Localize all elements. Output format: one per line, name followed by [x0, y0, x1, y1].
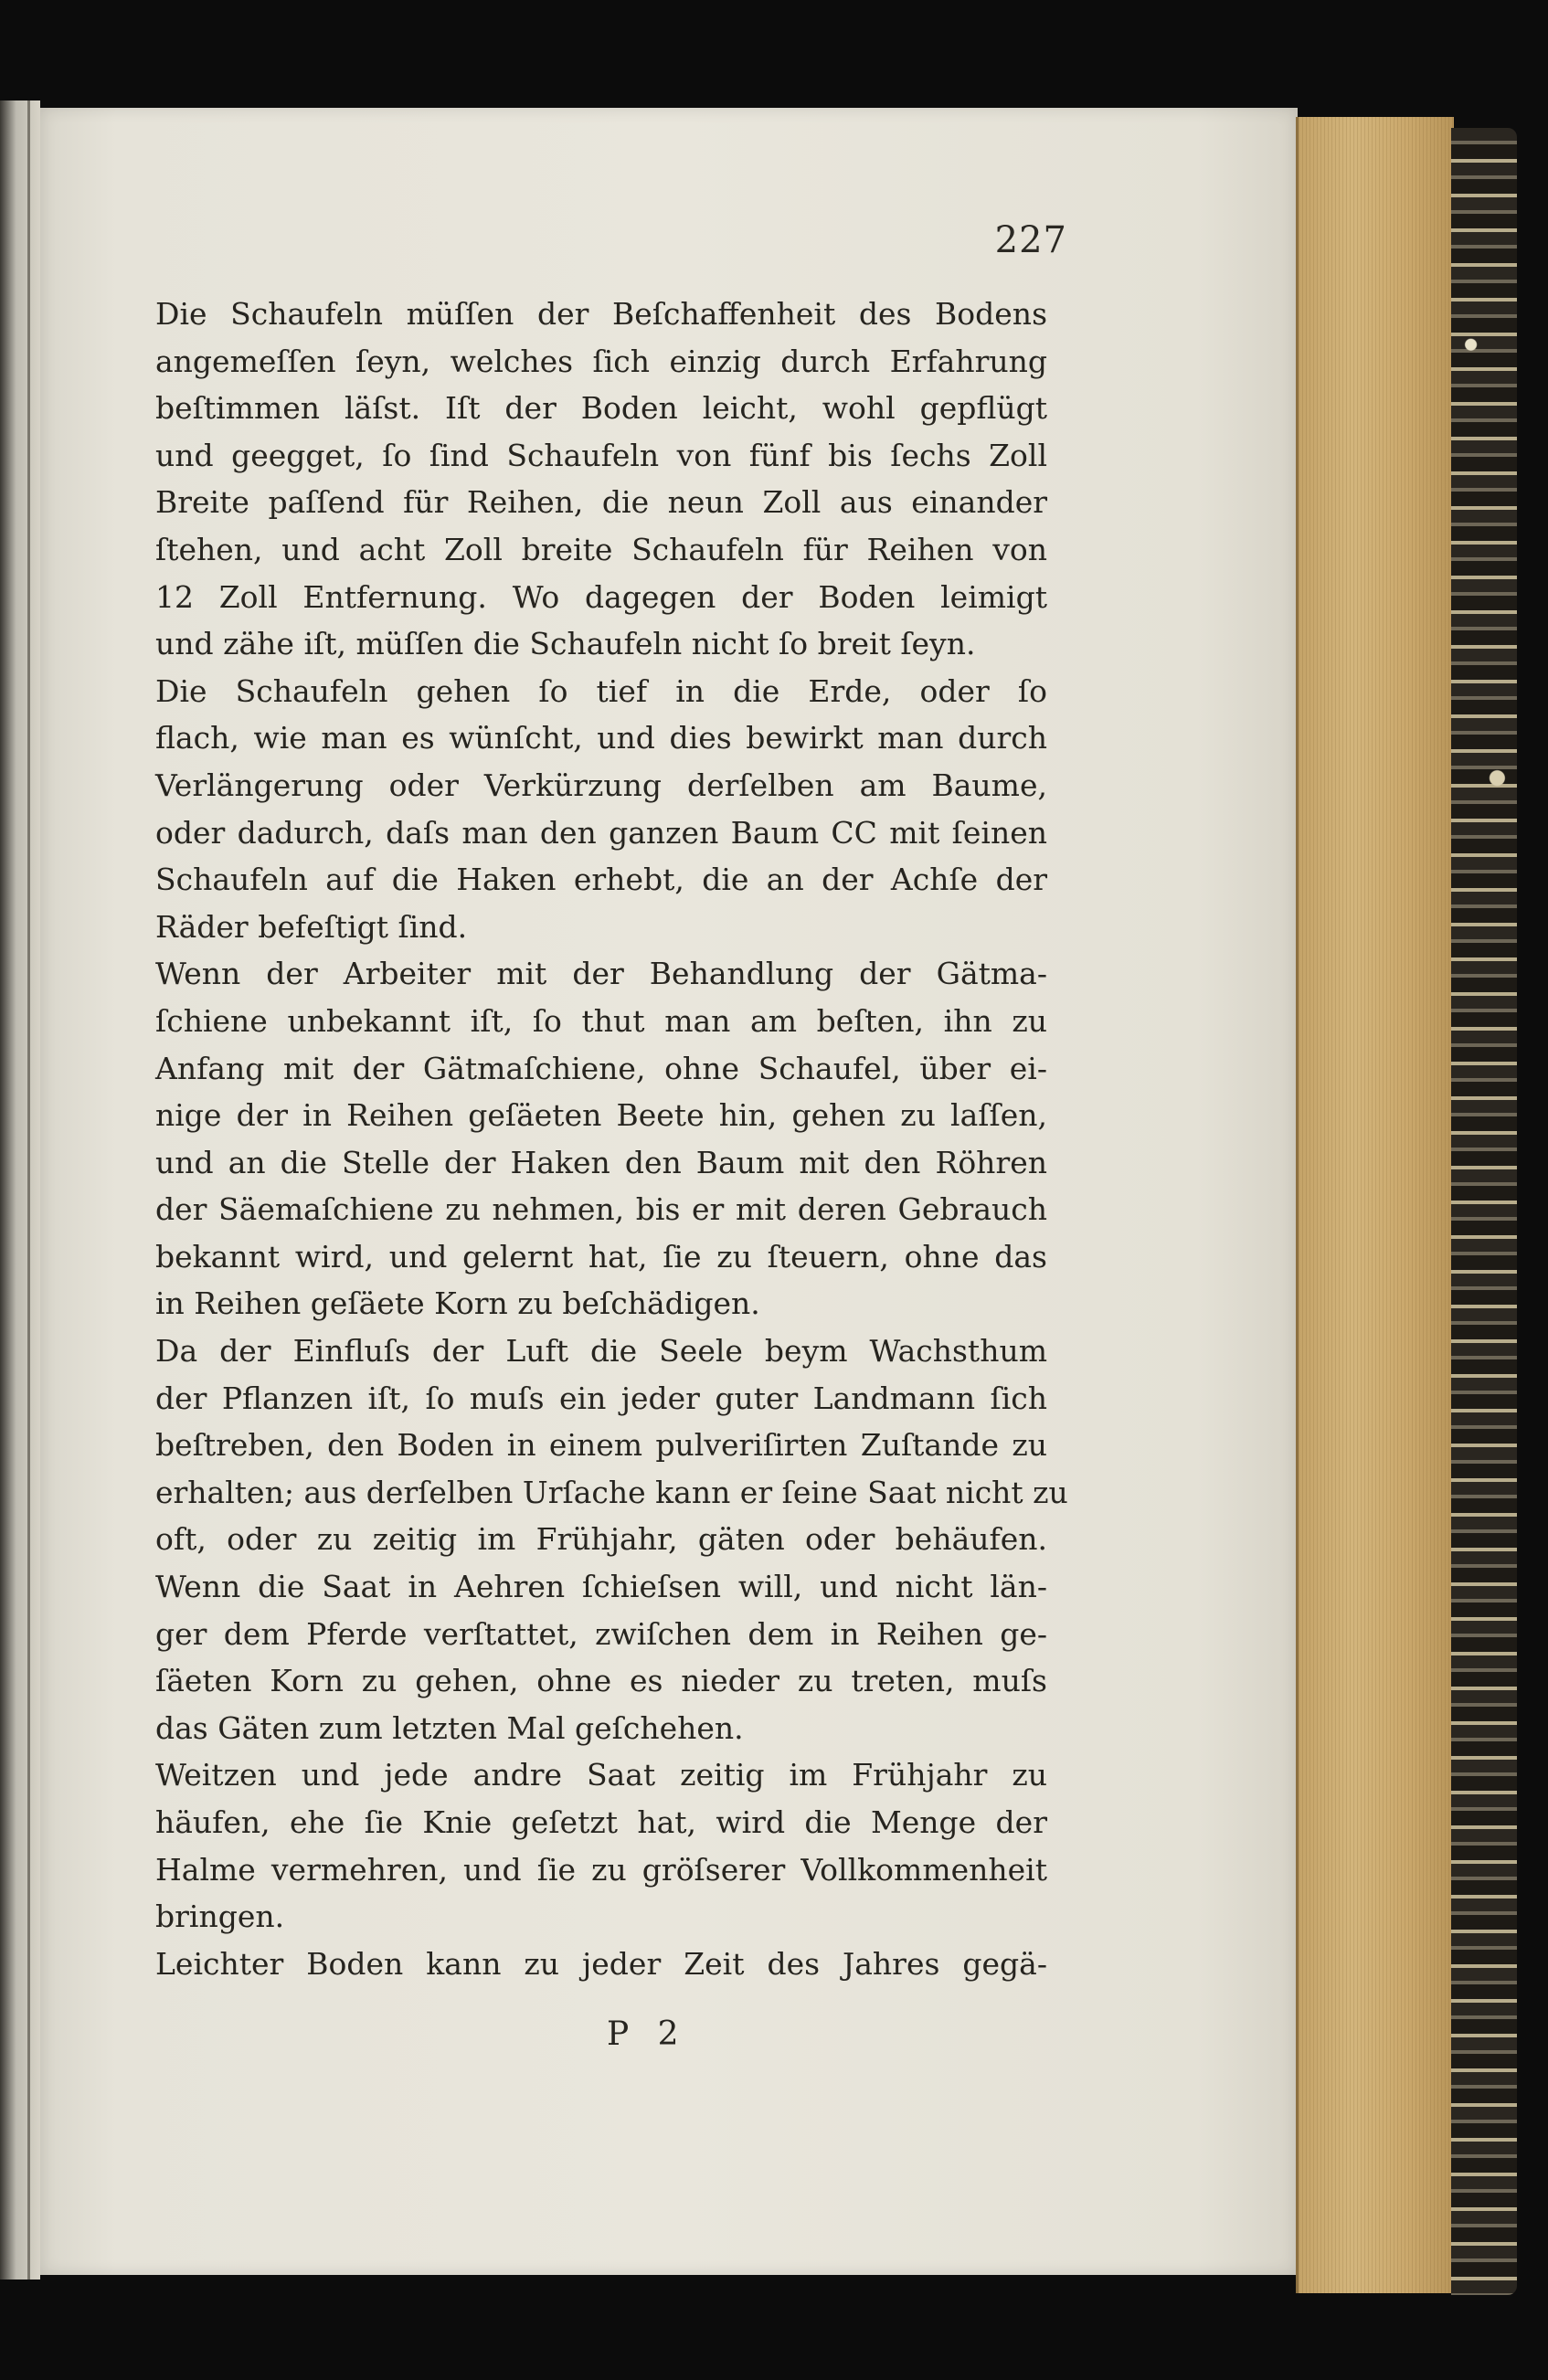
paragraph-3 [79, 950, 1047, 1328]
text-line: Die Schaufeln müſſen der Beſchaffenheit des Bodens [155, 296, 1047, 332]
text-line: nige der in Reihen geſäeten Beete hin, gehen zu laſſen, [155, 1097, 1047, 1134]
text-line: oder dadurch, daſs man den ganzen Baum CC mit ſeinen [155, 814, 1047, 851]
text-line: Leichter Boden kann zu jeder Zeit des Jahres gegä- [155, 1945, 1047, 1982]
text-line: ſäeten Korn zu gehen, ohne es nieder zu treten, muſs [155, 1663, 1047, 1699]
paragraph-5 [79, 1751, 1047, 1940]
text-line: und geegget, ſo ſind Schaufeln von fünf bis ſechs Zoll [155, 437, 1047, 473]
text-line: ger dem Pferde verſtattet, zwiſchen dem in Reihen ge- [155, 1615, 1047, 1652]
paragraph-1 [79, 291, 1047, 668]
text-line: Da der Einfluſs der Luft die Seele beym Wachsthum [155, 1333, 1047, 1370]
paragraph-6 [79, 1941, 1047, 1988]
page-block-edge [1296, 117, 1454, 2293]
text-line: Anfang mit der Gätmaſchiene, ohne Schaufel, über ei- [155, 1050, 1047, 1086]
signature-mark: P 2 [607, 2015, 688, 2053]
text-line: beſtreben, den Boden in einem pulveriſirten Zuſtande zu [155, 1427, 1047, 1464]
text-line: Verlängerung oder Verkürzung derſelben am Baume, [155, 767, 1047, 803]
text-line: und an die Stelle der Haken den Baum mit den Röhren [155, 1144, 1047, 1180]
text-line: bringen. [155, 1899, 285, 1935]
text-line: bekannt wird, und gelernt hat, ſie zu ſteuern, ohne das [155, 1238, 1047, 1275]
page-number: 227 [994, 219, 1067, 261]
marbled-cover-edge [1451, 128, 1517, 2295]
previous-page-edge [0, 100, 40, 2280]
text-line: Halme vermehren, und ſie zu gröſserer Vollkommenheit [155, 1851, 1047, 1888]
text-line: flach, wie man es wünſcht, und dies bewirkt man durch [155, 720, 1047, 756]
text-line: der Säemaſchiene zu nehmen, bis er mit deren Gebrauch [155, 1191, 1047, 1228]
body-text [79, 291, 1068, 1987]
text-line: ſchiene unbekannt iſt, ſo thut man am beſten, ihn zu [155, 1002, 1047, 1039]
text-line: Weitzen und jede andre Saat zeitig im Frühjahr zu [155, 1757, 1047, 1793]
text-line: Wenn die Saat in Aehren ſchieſsen will, und nicht län- [155, 1569, 1047, 1605]
text-line: angemeſſen ſeyn, welches ſich einzig durch Erfahrung [155, 343, 1047, 379]
text-line: oft, oder zu zeitig im Frühjahr, gäten oder behäufen. [155, 1521, 1047, 1558]
paragraph-2 [79, 668, 1047, 951]
text-line: in Reihen geſäete Korn zu beſchädigen. [155, 1285, 760, 1322]
text-line: Wenn der Arbeiter mit der Behandlung der Gätma- [155, 956, 1047, 992]
text-line: Schaufeln auf die Haken erhebt, die an der Achſe der [155, 862, 1047, 898]
text-line: Breite paſſend für Reihen, die neun Zoll aus einander [155, 484, 1047, 521]
text-line: und zähe iſt, müſſen die Schaufeln nicht ſo breit ſeyn. [155, 626, 976, 662]
text-line: der Pflanzen iſt, ſo muſs ein jeder guter Landmann ſich [155, 1380, 1047, 1416]
text-line: ſtehen, und acht Zoll breite Schaufeln für Reihen von [155, 531, 1047, 567]
paragraph-4 [79, 1328, 1068, 1751]
text-line: 12 Zoll Entfernung. Wo dagegen der Boden leimigt [155, 578, 1047, 615]
text-line: beſtimmen läſst. Iſt der Boden leicht, wohl gepflügt [155, 390, 1047, 427]
text-line: häufen, ehe ſie Knie geſetzt hat, wird die Menge der [155, 1804, 1047, 1840]
text-line: Räder befeſtigt ſind. [155, 908, 468, 945]
text-line: das Gäten zum letzten Mal geſchehen. [155, 1709, 744, 1746]
text-line: erhalten; aus derſelben Urſache kann er ſeine Saat nicht zu [155, 1474, 1068, 1510]
text-line: Die Schaufeln gehen ſo tief in die Erde, oder ſo [155, 672, 1047, 709]
